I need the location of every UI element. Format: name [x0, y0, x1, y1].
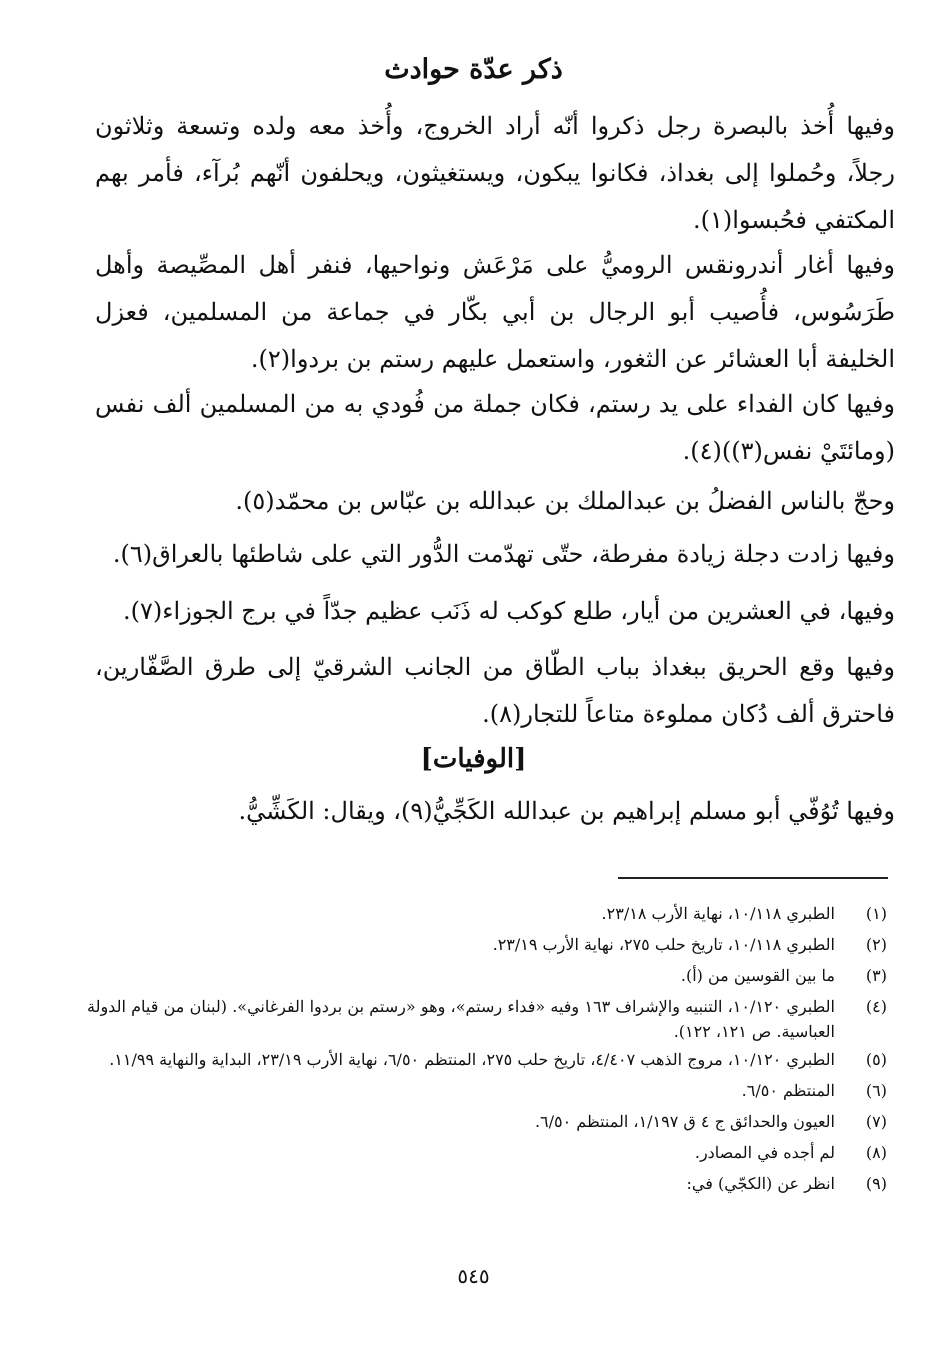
- footnote-item: [87, 1168, 887, 1199]
- paragraph-comet: وفيها، في العشرين من أيار، طلع كوكب له ذَنَب عظيم جدّاً في برج الجوزاء(٧).: [123, 597, 895, 625]
- footnote-text: ما بين القوسين من (أ).: [680, 966, 835, 985]
- footnote-number: (٨): [865, 1143, 887, 1162]
- footnote-number: (٧): [865, 1112, 887, 1131]
- footnote-text: لم أجده في المصادر.: [694, 1143, 835, 1162]
- footnote-number: (٦): [865, 1081, 887, 1100]
- paragraph-andronicus-raid: وفيها أغار أندرونقس الروميُّ على مَرْعَش ونواحيها، فنفر أهل المصِّيصة وأهل طَرَسُوس، فأُصيب أبو الرجال بن أبي بكّار في جماعة من المسلمين، فعزل الخليفة أبا العشائر عن الثغور، واستعمل عليهم رستم بن بردوا(٢).: [95, 251, 895, 373]
- footnote-number: (٣): [865, 966, 887, 985]
- footnotes-list: [87, 898, 887, 1199]
- paragraph-death-kajji: وفيها تُوُفّي أبو مسلم إبراهيم بن عبدالله الكَجِّيُّ(٩)، ويقال: الكَشِّيُّ.: [238, 797, 895, 825]
- footnote-item: [87, 1137, 887, 1168]
- footnote-item: [87, 1075, 887, 1106]
- footnote-number: (٩): [865, 1174, 887, 1193]
- paragraph-tigris-flood: وفيها زادت دجلة زيادة مفرطة، حتّى تهدّمت الدُّور التي على شاطئها بالعراق(٦).: [112, 540, 895, 568]
- paragraph-hajj: وحجّ بالناس الفضلُ بن عبدالملك بن عبدالله بن عبّاس بن محمّد(٥).: [235, 487, 895, 515]
- deaths-heading: [الوفيات]: [420, 744, 527, 774]
- footnote-text: الطبري ١٠/١٢٠، التنبيه والإشراف ١٦٣ وفيه «فداء رستم»، وهو «رستم بن بردوا الفرغاني». (لبنان من قيام الدولة العباسية. ص ١٢١، ١٢٢).: [87, 997, 835, 1041]
- footnote-item: [87, 1106, 887, 1137]
- page-number: ٥٤٥: [457, 1264, 490, 1288]
- footnote-item: [87, 898, 887, 929]
- footnote-text: العيون والحدائق ج ٤ ق ١/١٩٧، المنتظم ٦/٥٠.: [534, 1112, 835, 1131]
- paragraph-fire: وفيها وقع الحريق ببغداذ بباب الطّاق من الجانب الشرقيّ إلى طرق الصَّفّارين، فاحترق ألف دُكان مملوءة متاعاً للتجار(٨).: [95, 653, 895, 728]
- footnote-item: [87, 1044, 887, 1075]
- paragraph-basra-arrest: وفيها أُخذ بالبصرة رجل ذكروا أنّه أراد الخروج، وأُخذ معه ولده وتسعة وثلاثون رجلاً، وحُملوا إلى بغداذ، فكانوا يبكون، ويستغيثون، ويحلفون أنّهم بُرآء، فأمر بهم المكتفي فحُبسوا(١).: [95, 112, 895, 234]
- footnote-number: (٤): [865, 997, 887, 1016]
- footnote-item: [87, 991, 887, 1044]
- footnote-text: انظر عن (الكجّي) في:: [686, 1174, 835, 1193]
- section-heading: ذكر عدّة حوادث: [384, 54, 563, 85]
- footnote-number: (١): [865, 904, 887, 923]
- footnote-divider: [618, 877, 888, 879]
- footnote-item: [87, 929, 887, 960]
- footnote-text: الطبري ١٠/١٢٠، مروج الذهب ٤/٤٠٧، تاريخ حلب ٢٧٥، المنتظم ٦/٥٠، نهاية الأرب ٢٣/١٩، البداية والنهاية ١١/٩٩.: [109, 1050, 835, 1069]
- footnote-text: المنتظم ٦/٥٠.: [741, 1081, 835, 1100]
- footnote-number: (٢): [865, 935, 887, 954]
- footnote-item: [87, 960, 887, 991]
- footnote-number: (٥): [865, 1050, 887, 1069]
- footnote-text: الطبري ١٠/١١٨، تاريخ حلب ٢٧٥، نهاية الأرب ٢٣/١٩.: [492, 935, 835, 954]
- footnote-text: الطبري ١٠/١١٨، نهاية الأرب ٢٣/١٨.: [601, 904, 835, 923]
- paragraph-ransom: وفيها كان الفداء على يد رستم، فكان جملة من فُودي به من المسلمين ألف نفس (ومائتَيْ نفس(٣))(٤).: [95, 390, 895, 465]
